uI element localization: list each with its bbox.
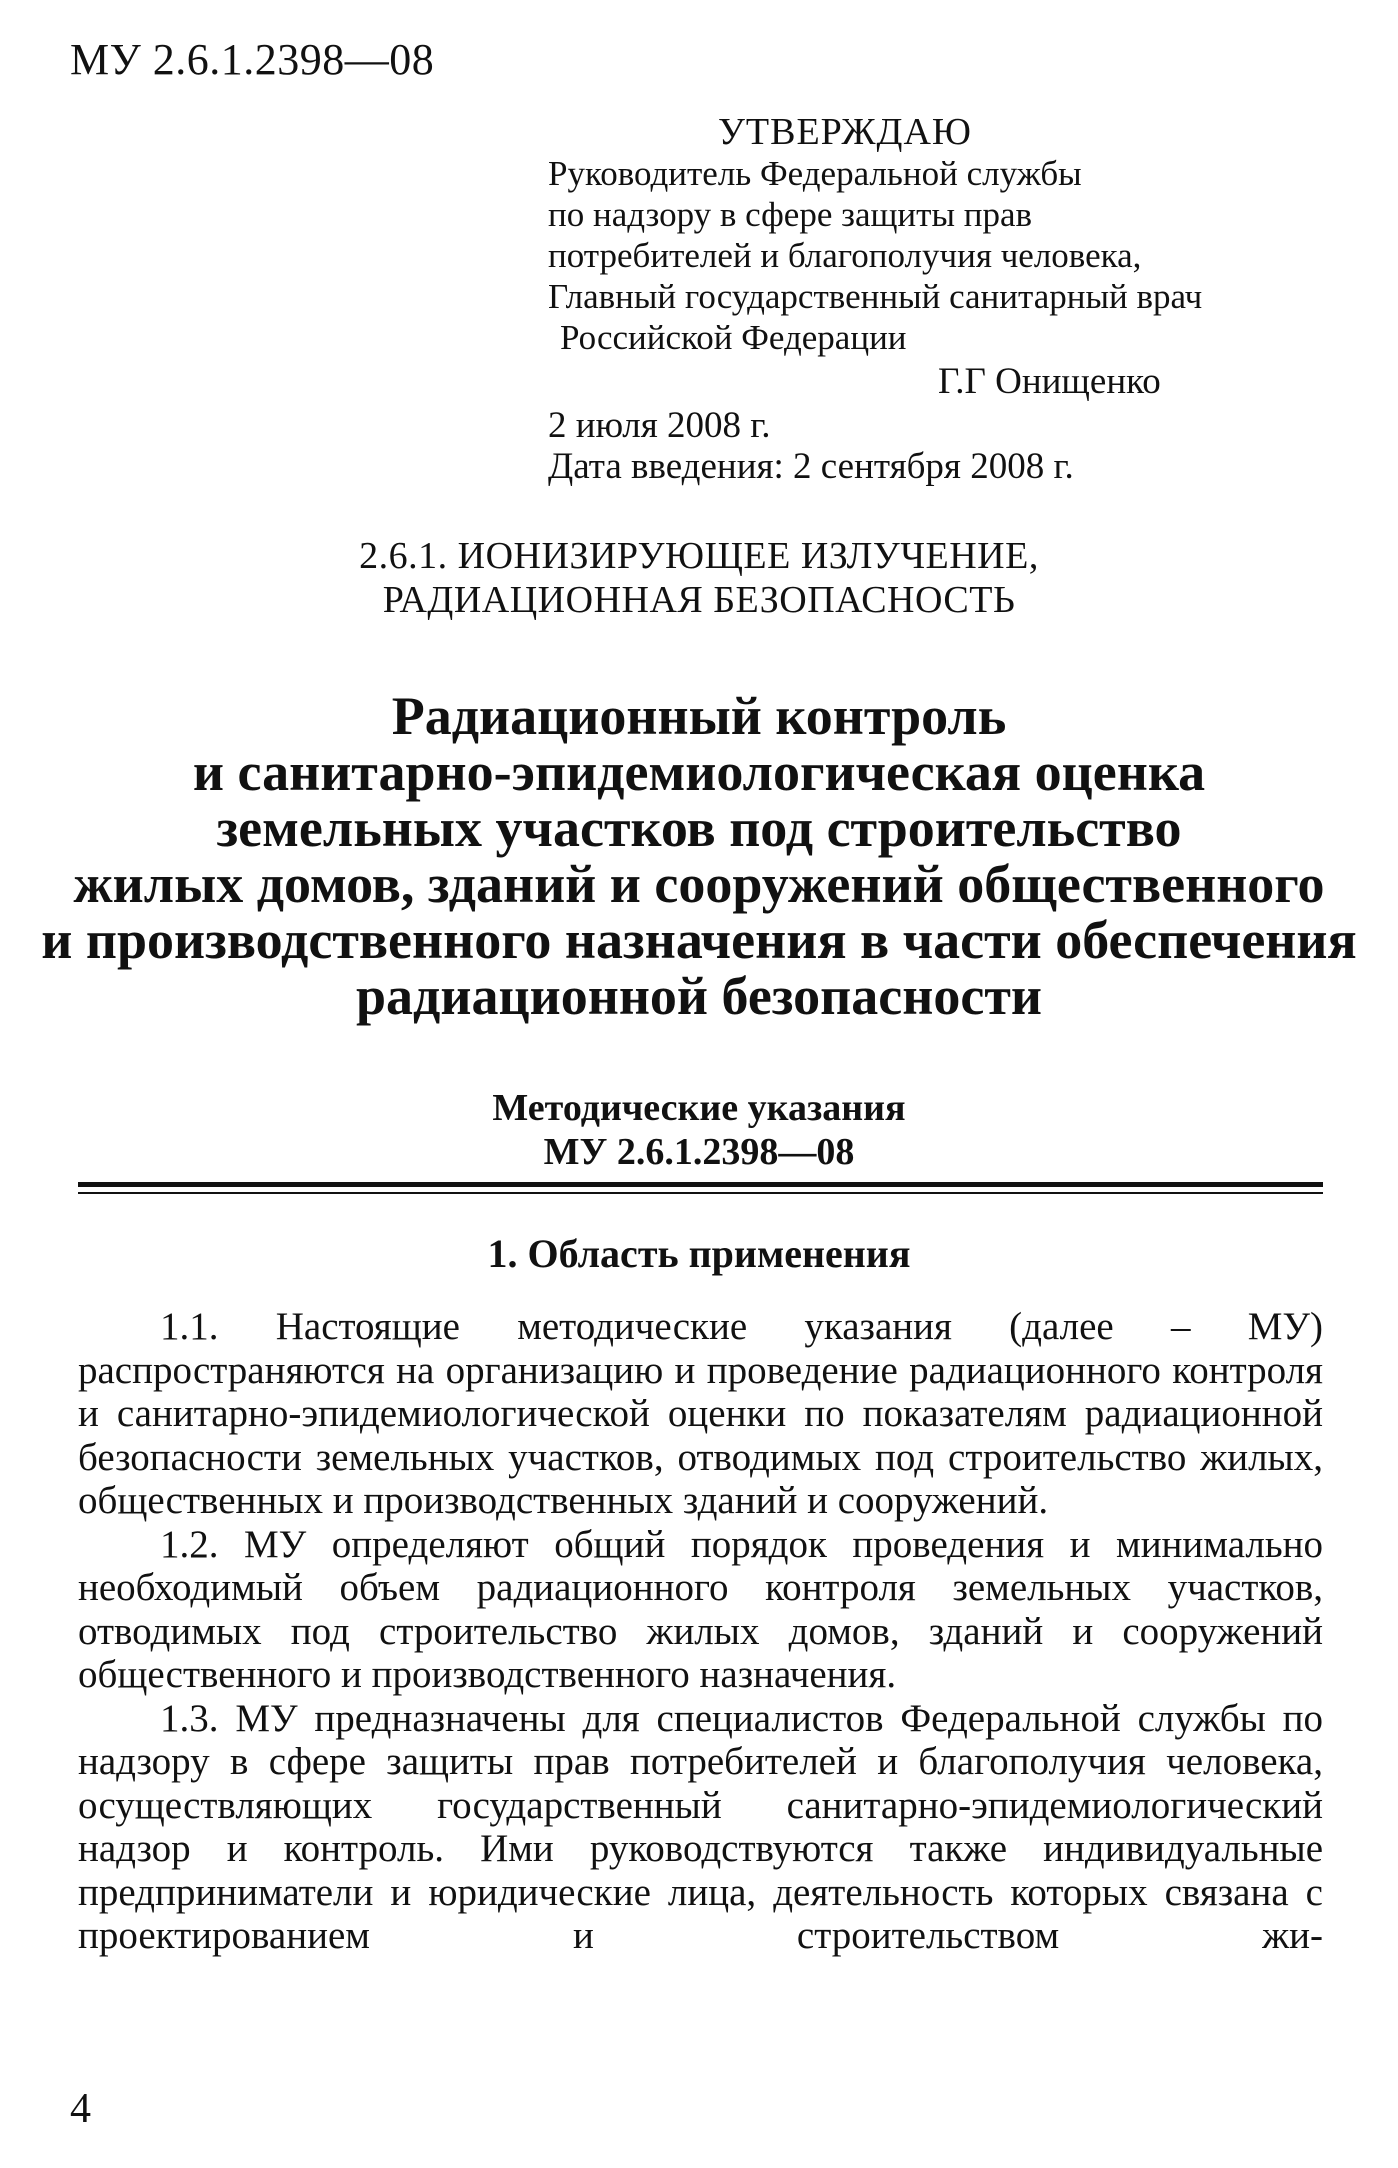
- approval-signatory: Г.Г Онищенко: [938, 361, 1161, 402]
- approval-line: Российской Федерации: [560, 318, 907, 357]
- paragraph: 1.1. Настоящие методические указания (далее – МУ) распространяются на организацию и проведение радиационного контроля и санитарно-эпидемиологической оценки по показателям радиационной безопасности земельных участков, отводимых под строительство жилых, общественных и производственных зданий и сооружений.: [78, 1305, 1323, 1522]
- approval-title: УТВЕРЖДАЮ: [718, 111, 972, 153]
- section-heading-line: РАДИАЦИОННАЯ БЕЗОПАСНОСТЬ: [382, 579, 1016, 621]
- page-number: 4: [70, 2086, 91, 2132]
- document-title: [40, 688, 1358, 1024]
- subtitle-line: Методические указания: [492, 1087, 906, 1129]
- document-title-line: и санитарно-эпидемиологическая оценка: [192, 742, 1206, 802]
- section-heading-line: 2.6.1. ИОНИЗИРУЮЩЕЕ ИЗЛУЧЕНИЕ,: [359, 535, 1039, 577]
- paragraph: 1.2. МУ определяют общий порядок проведения и минимально необходимый объем радиационного контроля земельных участков, отводимых под строительство жилых домов, зданий и сооружений общественного и производственного назначения.: [78, 1522, 1323, 1696]
- divider-thin: [78, 1192, 1323, 1194]
- divider-thick: [78, 1182, 1323, 1187]
- approval-block: [548, 112, 1328, 487]
- document-title-line: Радиационный контроль: [391, 686, 1007, 746]
- document-code-header: МУ 2.6.1.2398—08: [70, 35, 435, 84]
- introduction-date: Дата введения: 2 сентября 2008 г.: [548, 446, 1074, 487]
- document-title-line: и производственного назначения в части обеспечения: [41, 910, 1357, 970]
- document-title-line: радиационной безопасности: [356, 966, 1042, 1026]
- approval-line: Руководитель Федеральной службы: [548, 154, 1082, 193]
- approval-date: 2 июля 2008 г.: [548, 405, 771, 446]
- approval-line: по надзору в сфере защиты прав: [548, 195, 1033, 234]
- paragraph: 1.3. МУ предназначены для специалистов Федеральной службы по надзору в сфере защиты прав потребителей и благополучия человека, осуществляющих государственный санитарно-эпидемиологический надзор и контроль. Ими руководствуются также индивидуальные предприниматели и юридические лица, деятельность которых связана с проектированием и строительством жи-: [78, 1696, 1323, 1957]
- section-heading: [0, 534, 1398, 622]
- approval-line: потребителей и благополучия человека,: [548, 236, 1142, 275]
- approval-line: Главный государственный санитарный врач: [548, 277, 1203, 316]
- document-title-line: земельных участков под строительство: [216, 798, 1182, 858]
- document-subtitle: [0, 1086, 1398, 1174]
- document-title-line: жилых домов, зданий и сооружений общественного: [73, 854, 1325, 914]
- subtitle-line: МУ 2.6.1.2398—08: [543, 1131, 855, 1173]
- section-1-title: 1. Область применения: [487, 1231, 911, 1276]
- section-1-body: [78, 1305, 1323, 1958]
